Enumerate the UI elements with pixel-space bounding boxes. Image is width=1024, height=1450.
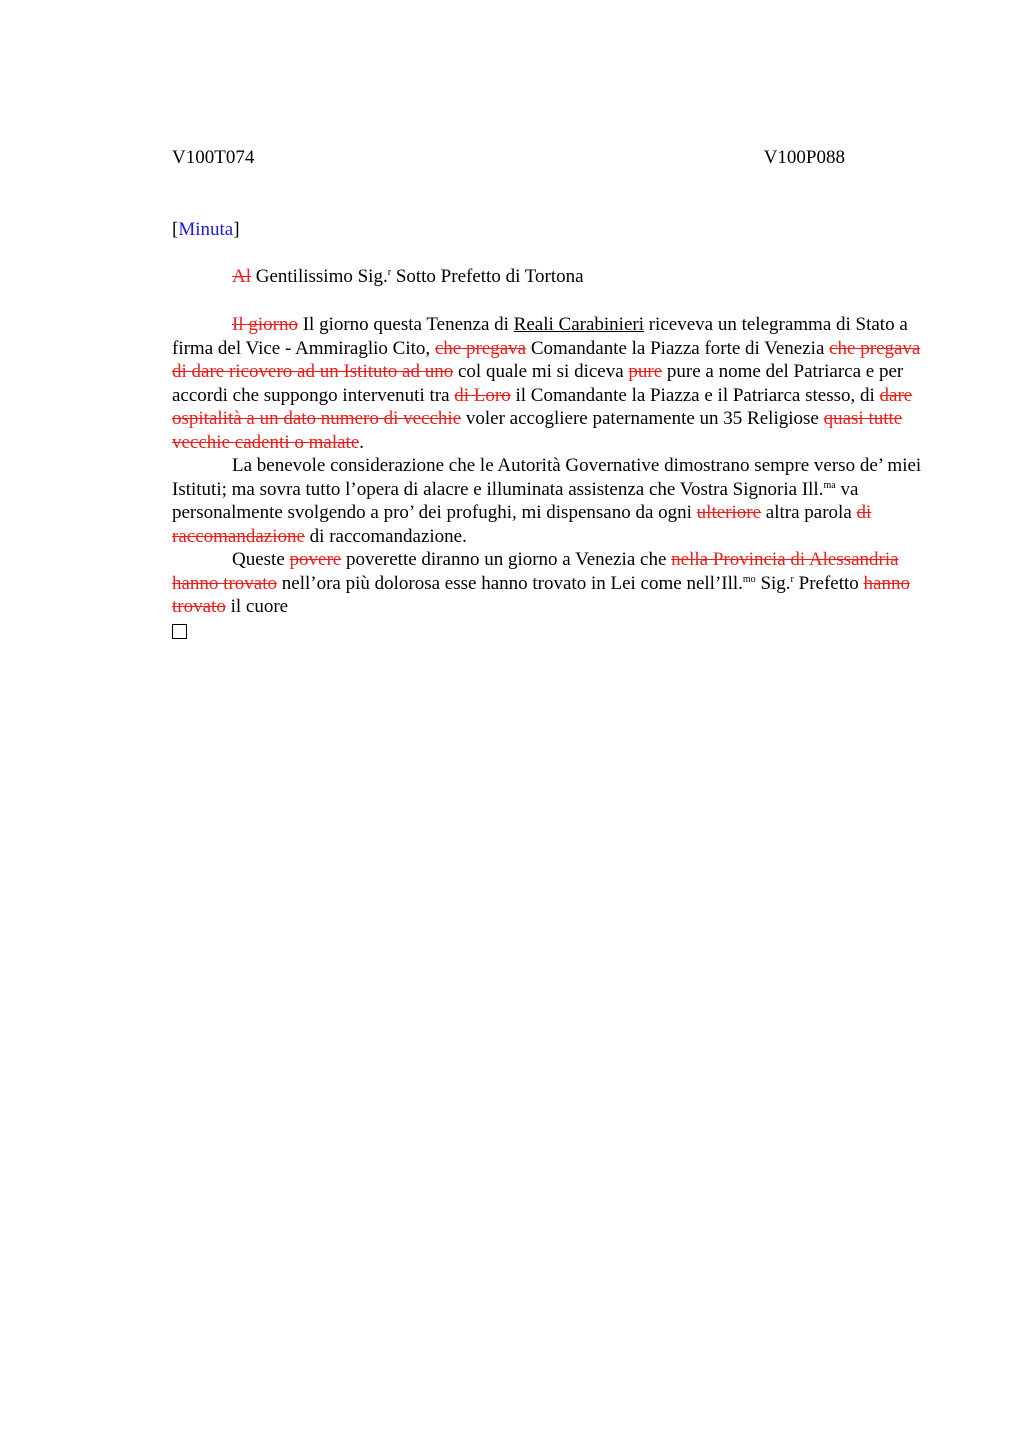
- body-text: il Comandante la Piazza e il Patriarca stesso, di: [510, 384, 880, 406]
- salutation-text: Gentilissimo Sig.: [251, 266, 388, 287]
- deleted-text: ulteriore: [696, 502, 762, 523]
- body-text: col quale mi si diceva: [453, 361, 629, 382]
- underlined-text: Reali Carabinieri: [513, 314, 644, 335]
- body-text: Queste: [232, 549, 290, 570]
- deleted-text: povere: [289, 549, 342, 570]
- superscript: r: [790, 573, 794, 585]
- body-text: altra parola: [761, 502, 857, 523]
- body-text: Comandante la Piazza forte di Venezia: [526, 337, 830, 359]
- label-text: Minuta: [178, 219, 234, 240]
- deleted-text: di raccomandazione: [172, 502, 872, 547]
- deleted-text: che pregava di dare ricovero ad un Istituto ad uno: [172, 337, 921, 382]
- deleted-text: pure: [628, 361, 663, 382]
- body-text: pure a nome del Patriarca e per accordi che suppongo intervenuti tra: [172, 361, 904, 406]
- paragraph-3: [172, 548, 932, 619]
- superscript: ma: [823, 479, 836, 491]
- salutation-text-end: Sotto Prefetto di Tortona: [391, 266, 584, 287]
- label-bracket-close: ]: [233, 219, 240, 240]
- deleted-text: quasi tutte vecchie cadenti o malate: [172, 408, 903, 453]
- body-text: il cuore: [225, 596, 289, 617]
- body-text: Prefetto: [793, 572, 864, 594]
- paragraph-1: [172, 313, 932, 454]
- body-text: Il giorno questa Tenenza di: [297, 314, 514, 335]
- body-text: va personalmente svolgendo a pro’ dei profughi, mi dispensano da ogni: [172, 478, 859, 523]
- body-text: riceveva un telegramma di Stato a firma del Vice - Ammiraglio Cito,: [172, 314, 908, 359]
- draft-label: [172, 218, 240, 242]
- salutation: [232, 265, 584, 289]
- square-icon: [172, 624, 187, 639]
- body-text: poverette diranno un giorno a Venezia che: [341, 549, 672, 570]
- right-code: V100P088: [763, 147, 845, 168]
- deleted-text: Il giorno: [232, 314, 298, 335]
- letter-body: [172, 313, 932, 645]
- deleted-text: Al: [232, 266, 251, 287]
- deleted-text: che pregava: [434, 337, 527, 359]
- body-text: nell’ora più dolorosa esse hanno trovato in Lei come nell’Ill.: [277, 572, 743, 594]
- body-text: .: [359, 431, 365, 453]
- body-text: di raccomandazione.: [304, 525, 467, 547]
- deleted-text: di Loro: [454, 384, 511, 406]
- paragraph-2: [172, 454, 932, 548]
- left-code: V100T074: [172, 147, 255, 168]
- label-bracket-open: [: [172, 219, 179, 240]
- deleted-text: nella Provincia di Alessandria hanno trovato: [172, 549, 899, 594]
- body-text: La benevole considerazione che le Autorità Governative dimostrano sempre verso de’ miei Istituti; ma sovra tutto l’opera di alacre e illuminata assistenza che Vostra Signoria Ill.: [172, 455, 922, 500]
- deleted-text: dare ospitalità a un dato numero di vecchie: [172, 384, 913, 429]
- superscript: mo: [742, 573, 756, 585]
- superscript: r: [387, 267, 392, 278]
- end-box-icon: [172, 619, 932, 646]
- deleted-text: hanno trovato: [172, 572, 910, 617]
- body-text: voler accogliere paternamente un 35 Religiose: [461, 408, 824, 429]
- document-header: [172, 146, 845, 170]
- body-text: Sig.: [755, 572, 791, 594]
